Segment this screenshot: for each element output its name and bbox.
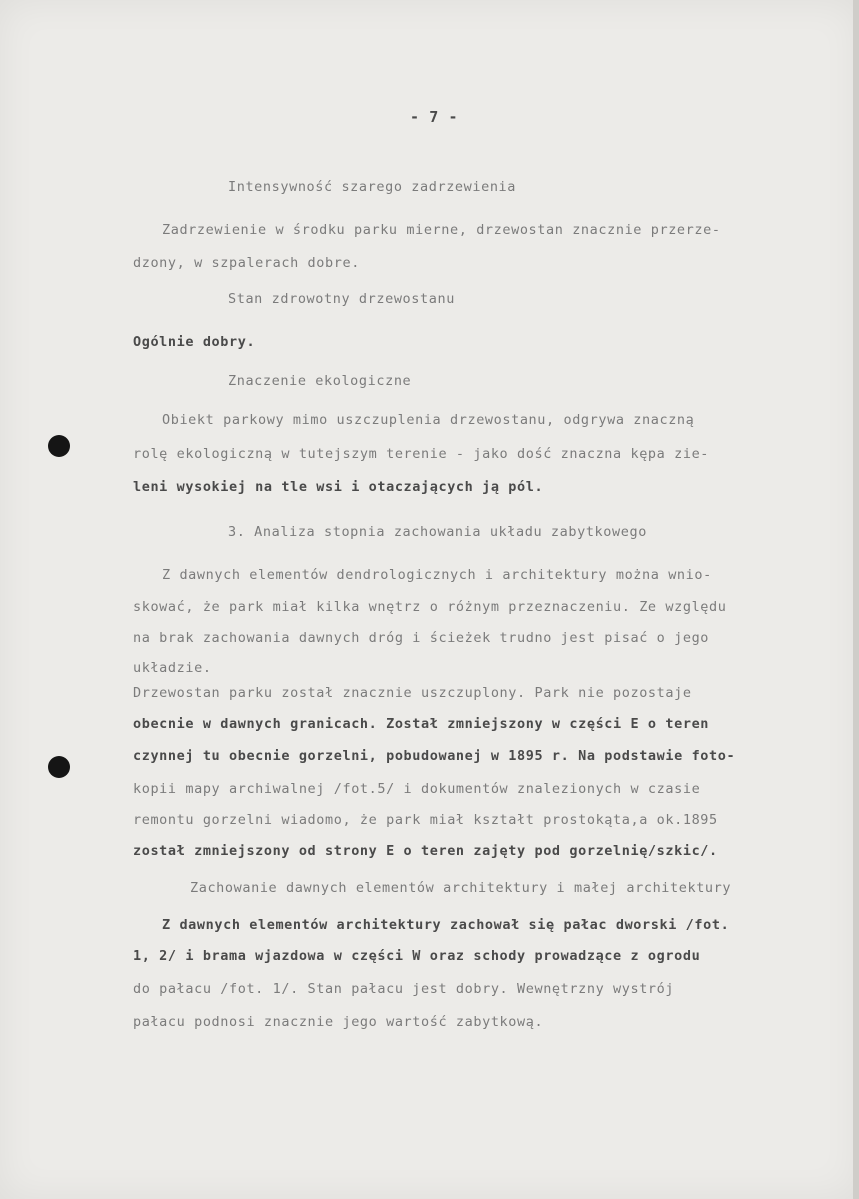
subheading-intensity: Intensywność szarego zadrzewienia — [228, 179, 517, 195]
text-line: dzony, w szpalerach dobre. — [133, 255, 360, 271]
section-heading-3: 3. Analiza stopnia zachowania układu zabytkowego — [228, 524, 647, 540]
text-line: Drzewostan parku został znacznie uszczuplony. Park nie pozostaje — [133, 685, 692, 701]
text-line: Obiekt parkowy mimo uszczuplenia drzewostanu, odgrywa znaczną — [162, 412, 695, 428]
text-line: na brak zachowania dawnych dróg i ścieżek trudno jest pisać o jego — [133, 630, 710, 646]
text-line: rolę ekologiczną w tutejszym terenie - jako dość znaczna kępa zie- — [133, 446, 710, 462]
text-line: 1, 2/ i brama wjazdowa w części W oraz schody prowadzące z ogrodu — [133, 948, 701, 964]
punch-hole-bottom — [48, 756, 70, 778]
text-line: remontu gorzelni wiadomo, że park miał kształt prostokąta,a ok.1895 — [133, 812, 718, 828]
subheading-ecology: Znaczenie ekologiczne — [228, 373, 412, 389]
text-line: kopii mapy archiwalnej /fot.5/ i dokumentów znalezionych w czasie — [133, 781, 701, 797]
text-line: leni wysokiej na tle wsi i otaczających ją pól. — [133, 479, 544, 495]
text-line: obecnie w dawnych granicach. Został zmniejszony w części E o teren — [133, 716, 710, 732]
text-line: pałacu podnosi znacznie jego wartość zabytkową. — [133, 1014, 544, 1030]
text-line: do pałacu /fot. 1/. Stan pałacu jest dobry. Wewnętrzny wystrój — [133, 981, 675, 997]
text-line: czynnej tu obecnie gorzelni, pobudowanej w 1895 r. Na podstawie foto- — [133, 748, 736, 764]
page-edge — [853, 0, 859, 1199]
punch-hole-top — [48, 435, 70, 457]
subheading-health: Stan zdrowotny drzewostanu — [228, 291, 455, 307]
text-line: układzie. — [133, 660, 212, 676]
text-line: Ogólnie dobry. — [133, 334, 256, 350]
text-line: Zadrzewienie w środku parku mierne, drzewostan znacznie przerze- — [162, 222, 721, 238]
text-line: Z dawnych elementów dendrologicznych i architektury można wnio- — [162, 567, 712, 583]
text-line: skować, że park miał kilka wnętrz o różnym przeznaczeniu. Ze względu — [133, 599, 727, 615]
text-line: Z dawnych elementów architektury zachował się pałac dworski /fot. — [162, 917, 730, 933]
subheading-architecture: Zachowanie dawnych elementów architektury i małej architektury — [190, 880, 732, 896]
page-number: - 7 - — [410, 108, 459, 126]
text-line: został zmniejszony od strony E o teren zajęty pod gorzelnię/szkic/. — [133, 843, 718, 859]
